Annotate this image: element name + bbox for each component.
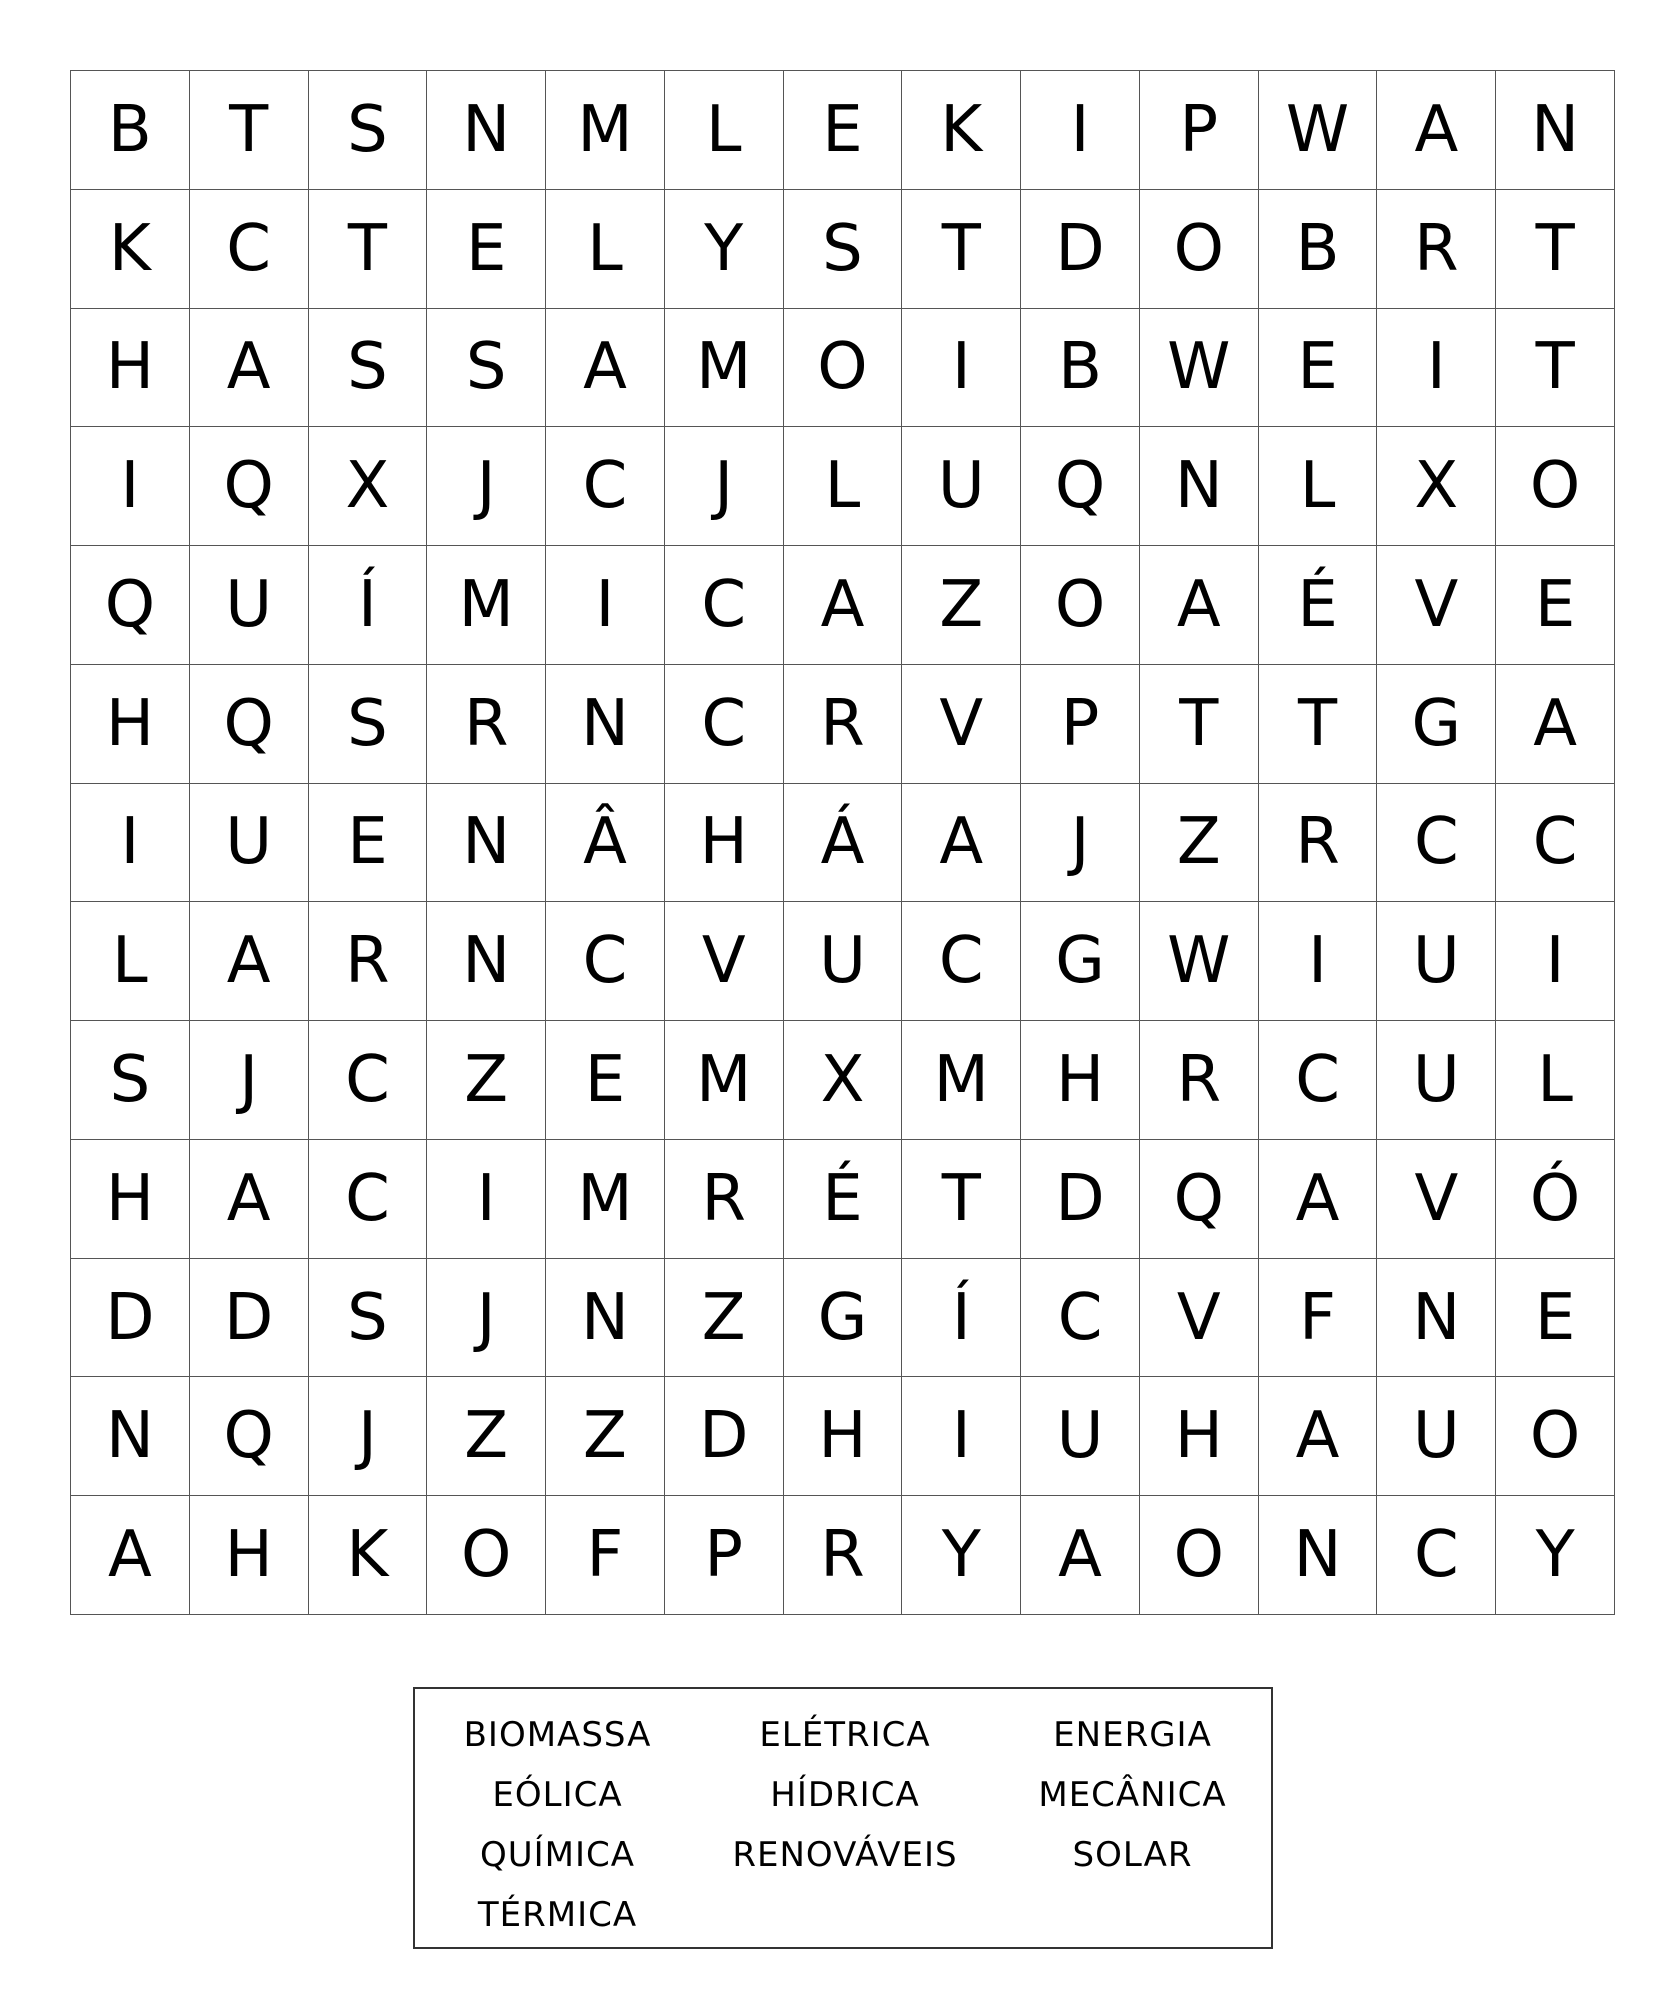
grid-cell[interactable]: W [1259,71,1378,190]
grid-cell[interactable]: M [546,71,665,190]
word-list-columns [415,1705,1271,1945]
grid-cell[interactable]: N [546,1259,665,1378]
grid-cell[interactable]: U [190,546,309,665]
grid-cell[interactable]: S [784,190,903,309]
grid-cell[interactable]: E [1259,309,1378,428]
grid-cell[interactable]: V [665,902,784,1021]
grid-cell[interactable]: U [902,427,1021,546]
grid-cell[interactable]: I [1259,902,1378,1021]
grid-cell[interactable]: C [546,427,665,546]
grid-cell[interactable]: U [784,902,903,1021]
grid-cell[interactable]: Q [190,665,309,784]
grid-cell[interactable]: R [784,1496,903,1615]
grid-cell[interactable]: O [1021,546,1140,665]
grid-cell[interactable]: I [1377,309,1496,428]
grid-cell[interactable]: K [309,1496,428,1615]
grid-cell[interactable]: Z [427,1021,546,1140]
grid-cell[interactable]: R [1377,190,1496,309]
grid-cell[interactable]: B [1259,190,1378,309]
grid-cell[interactable]: N [427,902,546,1021]
grid-cell[interactable]: U [1377,1377,1496,1496]
grid-cell[interactable]: X [784,1021,903,1140]
grid-cell[interactable]: A [1377,71,1496,190]
grid-cell[interactable]: A [190,1140,309,1259]
grid-cell[interactable]: R [784,665,903,784]
grid-cell[interactable]: Q [1140,1140,1259,1259]
word-list-column [700,1705,990,1945]
grid-cell[interactable]: A [902,784,1021,903]
grid-cell[interactable]: M [427,546,546,665]
grid-cell[interactable]: Z [902,546,1021,665]
grid-cell[interactable]: T [190,71,309,190]
grid-cell[interactable]: C [546,902,665,1021]
grid-cell[interactable]: M [665,309,784,428]
grid-cell[interactable]: S [309,665,428,784]
grid-cell[interactable]: N [1496,71,1615,190]
grid-cell[interactable]: F [1259,1259,1378,1378]
grid-cell[interactable]: T [1496,190,1615,309]
grid-cell[interactable]: H [71,1140,190,1259]
grid-cell[interactable]: J [427,1259,546,1378]
grid-cell[interactable]: C [190,190,309,309]
grid-cell[interactable]: L [71,902,190,1021]
grid-cell[interactable]: O [427,1496,546,1615]
word-list-item: ENERGIA [1053,1715,1212,1755]
grid-cell[interactable]: R [665,1140,784,1259]
grid-cell[interactable]: Á [784,784,903,903]
grid-cell[interactable]: S [309,1259,428,1378]
grid-cell[interactable]: I [71,427,190,546]
grid-cell[interactable]: I [1021,71,1140,190]
grid-cell[interactable]: S [309,309,428,428]
grid-cell[interactable]: A [784,546,903,665]
grid-cell[interactable]: N [427,784,546,903]
grid-cell[interactable]: M [665,1021,784,1140]
grid-cell[interactable]: E [546,1021,665,1140]
grid-cell[interactable]: P [1021,665,1140,784]
word-list-item: QUÍMICA [479,1835,636,1875]
grid-cell[interactable]: V [1140,1259,1259,1378]
grid-cell[interactable]: É [784,1140,903,1259]
grid-cell[interactable]: L [665,71,784,190]
grid-cell[interactable]: Z [546,1377,665,1496]
grid-cell[interactable]: H [190,1496,309,1615]
grid-cell[interactable]: N [71,1377,190,1496]
grid-cell[interactable]: R [1259,784,1378,903]
grid-cell[interactable]: Y [1496,1496,1615,1615]
grid-cell[interactable]: D [1021,1140,1140,1259]
grid-cell[interactable]: U [190,784,309,903]
grid-cell[interactable]: M [902,1021,1021,1140]
grid-cell[interactable]: O [1496,427,1615,546]
grid-cell[interactable]: Q [71,546,190,665]
word-list-item: EÓLICA [492,1775,623,1815]
grid-cell[interactable]: W [1140,902,1259,1021]
grid-cell[interactable]: O [784,309,903,428]
grid-cell[interactable]: X [309,427,428,546]
grid-cell[interactable]: H [71,309,190,428]
grid-cell[interactable]: Y [902,1496,1021,1615]
grid-cell[interactable]: I [1496,902,1615,1021]
grid-cell[interactable]: H [784,1377,903,1496]
grid-cell[interactable]: D [190,1259,309,1378]
grid-cell[interactable]: C [1377,1496,1496,1615]
word-list-item: RENOVÁVEIS [732,1835,958,1875]
grid-cell[interactable]: H [1140,1377,1259,1496]
grid-cell[interactable]: G [1377,665,1496,784]
grid-cell[interactable]: C [309,1021,428,1140]
grid-cell[interactable]: O [1496,1377,1615,1496]
grid-cell[interactable]: C [1496,784,1615,903]
grid-cell[interactable]: P [1140,71,1259,190]
grid-cell[interactable]: A [1259,1377,1378,1496]
grid-cell[interactable]: Â [546,784,665,903]
grid-cell[interactable]: A [71,1496,190,1615]
grid-cell[interactable]: N [1140,427,1259,546]
grid-cell[interactable]: O [1140,1496,1259,1615]
grid-cell[interactable]: A [1021,1496,1140,1615]
grid-cell[interactable]: L [784,427,903,546]
grid-cell[interactable]: Z [665,1259,784,1378]
grid-cell[interactable]: I [546,546,665,665]
grid-cell[interactable]: T [1140,665,1259,784]
grid-cell[interactable]: Ó [1496,1140,1615,1259]
grid-cell[interactable]: T [1259,665,1378,784]
grid-cell[interactable]: K [902,71,1021,190]
grid-cell[interactable]: E [784,71,903,190]
grid-cell[interactable]: A [1259,1140,1378,1259]
grid-cell[interactable]: A [190,309,309,428]
grid-cell[interactable]: D [665,1377,784,1496]
grid-cell[interactable]: S [427,309,546,428]
grid-cell[interactable]: J [427,427,546,546]
grid-cell[interactable]: C [1259,1021,1378,1140]
grid-cell[interactable]: S [71,1021,190,1140]
grid-cell[interactable]: I [902,309,1021,428]
grid-cell[interactable]: B [1021,309,1140,428]
grid-cell[interactable]: L [1496,1021,1615,1140]
grid-cell[interactable]: Í [902,1259,1021,1378]
grid-cell[interactable]: Í [309,546,428,665]
grid-cell[interactable]: O [1140,190,1259,309]
grid-cell[interactable]: I [71,784,190,903]
grid-cell[interactable]: X [1377,427,1496,546]
grid-cell[interactable]: T [902,190,1021,309]
word-list-item: BIOMASSA [463,1715,652,1755]
grid-cell[interactable]: N [1377,1259,1496,1378]
letter-grid [70,70,1615,1615]
grid-cell[interactable]: U [1021,1377,1140,1496]
grid-cell[interactable]: E [309,784,428,903]
grid-cell[interactable]: G [1021,902,1140,1021]
grid-cell[interactable]: Z [427,1377,546,1496]
grid-cell[interactable]: C [902,902,1021,1021]
word-list-item: HÍDRICA [770,1775,920,1815]
grid-cell[interactable]: V [902,665,1021,784]
grid-cell[interactable]: H [665,784,784,903]
grid-cell[interactable]: E [1496,1259,1615,1378]
grid-cell[interactable]: U [1377,1021,1496,1140]
grid-cell[interactable]: S [309,71,428,190]
grid-cell[interactable]: C [665,665,784,784]
grid-cell[interactable]: N [1259,1496,1378,1615]
grid-cell[interactable]: J [1021,784,1140,903]
grid-cell[interactable]: W [1140,309,1259,428]
grid-cell[interactable]: Q [190,1377,309,1496]
grid-cell[interactable]: Q [190,427,309,546]
grid-cell[interactable]: V [1377,1140,1496,1259]
grid-cell[interactable]: Y [665,190,784,309]
grid-cell[interactable]: E [1496,546,1615,665]
grid-cell[interactable]: T [1496,309,1615,428]
grid-cell[interactable]: U [1377,902,1496,1021]
grid-cell[interactable]: N [546,665,665,784]
grid-cell[interactable]: I [902,1377,1021,1496]
word-list-item: SOLAR [1072,1835,1193,1875]
grid-cell[interactable]: J [309,1377,428,1496]
grid-cell[interactable]: I [427,1140,546,1259]
word-list-item: TÉRMICA [477,1895,638,1935]
grid-cell[interactable]: L [546,190,665,309]
word-list-item: ELÉTRICA [759,1715,931,1755]
grid-cell[interactable]: N [427,71,546,190]
grid-cell[interactable]: R [1140,1021,1259,1140]
word-list-column [415,1705,700,1945]
grid-cell[interactable]: R [427,665,546,784]
grid-cell[interactable]: L [1259,427,1378,546]
grid-cell[interactable]: A [1496,665,1615,784]
grid-cell[interactable]: A [546,309,665,428]
grid-cell[interactable]: M [546,1140,665,1259]
grid-cell[interactable]: J [665,427,784,546]
grid-cell[interactable]: C [665,546,784,665]
grid-cell[interactable]: R [309,902,428,1021]
grid-cell[interactable]: F [546,1496,665,1615]
grid-cell[interactable]: H [71,665,190,784]
grid-cell[interactable]: H [1021,1021,1140,1140]
grid-cell[interactable]: D [71,1259,190,1378]
grid-cell[interactable]: C [1021,1259,1140,1378]
grid-cell[interactable]: K [71,190,190,309]
grid-cell[interactable]: J [190,1021,309,1140]
grid-cell[interactable]: A [1140,546,1259,665]
word-list-box [413,1687,1273,1949]
grid-cell[interactable]: B [71,71,190,190]
grid-cell[interactable]: C [1377,784,1496,903]
grid-cell[interactable]: T [309,190,428,309]
grid-cell[interactable]: V [1377,546,1496,665]
grid-cell[interactable]: T [902,1140,1021,1259]
grid-cell[interactable]: Q [1021,427,1140,546]
grid-cell[interactable]: C [309,1140,428,1259]
grid-cell[interactable]: D [1021,190,1140,309]
grid-cell[interactable]: A [190,902,309,1021]
grid-cell[interactable]: P [665,1496,784,1615]
grid-cell[interactable]: É [1259,546,1378,665]
word-list-item: MECÂNICA [1038,1775,1227,1815]
word-list-column [990,1705,1275,1945]
grid-cell[interactable]: E [427,190,546,309]
grid-cell[interactable]: G [784,1259,903,1378]
grid-cell[interactable]: Z [1140,784,1259,903]
